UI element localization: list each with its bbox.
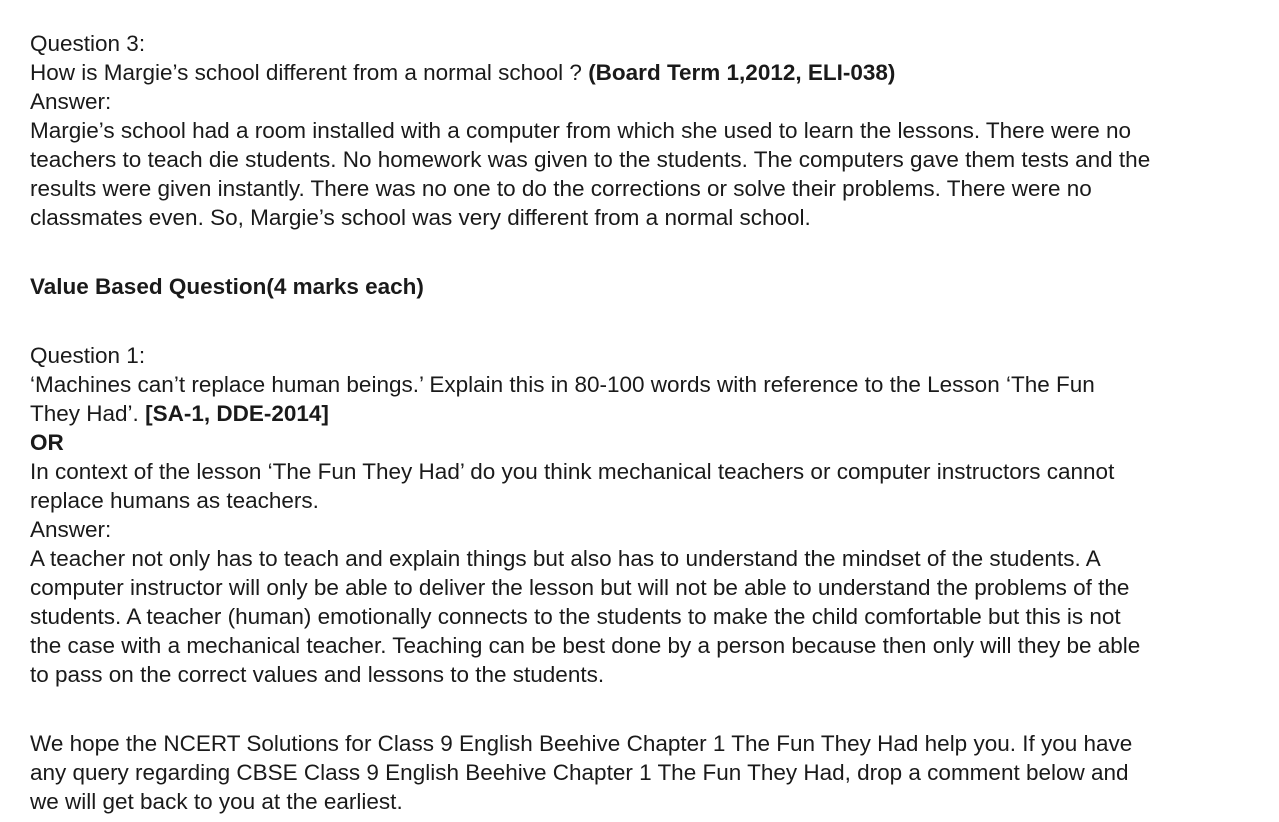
question-1-reference: [SA-1, DDE-2014] — [145, 401, 329, 426]
answer-line: the case with a mechanical teacher. Teaching can be best done by a person because then only will they be able — [30, 633, 1141, 658]
question-3-answer — [30, 116, 1276, 232]
answer-line: classmates even. So, Margie’s school was very different from a normal school. — [30, 205, 811, 230]
question-1-answer-label: Answer: — [30, 517, 112, 542]
question-3-prompt: How is Margie’s school different from a normal school ? — [30, 60, 582, 85]
answer-line: Margie’s school had a room installed with a computer from which she used to learn the lessons. There were no — [30, 118, 1131, 143]
question-1-text-line — [30, 399, 1276, 428]
spacer — [30, 232, 1276, 272]
document-body — [30, 29, 1276, 816]
answer-line: teachers to teach die students. No homework was given to the students. The computers gave them tests and the — [30, 147, 1151, 172]
alt-question-line: replace humans as teachers. — [30, 488, 319, 513]
closing-paragraph — [30, 729, 1276, 816]
alt-question-line: In context of the lesson ‘The Fun They Had’ do you think mechanical teachers or computer instructors cannot — [30, 459, 1115, 484]
section-heading: Value Based Question(4 marks each) — [30, 274, 424, 299]
spacer — [30, 689, 1276, 729]
closing-line: we will get back to you at the earliest. — [30, 789, 403, 814]
closing-line: any query regarding CBSE Class 9 English Beehive Chapter 1 The Fun They Had, drop a comment below and — [30, 760, 1129, 785]
question-3-reference: (Board Term 1,2012, ELI-038) — [588, 60, 896, 85]
answer-line: students. A teacher (human) emotionally connects to the students to make the child comfortable but this is not — [30, 604, 1121, 629]
question-1-alternative — [30, 457, 1276, 515]
question-3-label: Question 3: — [30, 31, 146, 56]
or-label: OR — [30, 430, 64, 455]
answer-line: results were given instantly. There was no one to do the corrections or solve their problems. There were no — [30, 176, 1092, 201]
spacer — [30, 301, 1276, 341]
answer-line: computer instructor will only be able to deliver the lesson but will not be able to understand the problems of the — [30, 575, 1130, 600]
answer-line: A teacher not only has to teach and explain things but also has to understand the mindset of the students. A — [30, 546, 1101, 571]
closing-line: We hope the NCERT Solutions for Class 9 English Beehive Chapter 1 The Fun They Had help you. If you have — [30, 731, 1133, 756]
question-3-text — [30, 58, 1276, 87]
question-1-answer — [30, 544, 1276, 689]
answer-line: to pass on the correct values and lessons to the students. — [30, 662, 605, 687]
question-1-label: Question 1: — [30, 343, 146, 368]
question-1-text-end: They Had’. — [30, 401, 139, 426]
question-3-answer-label: Answer: — [30, 89, 112, 114]
question-1-text-line: ‘Machines can’t replace human beings.’ Explain this in 80-100 words with reference to the Lesson ‘The Fun — [30, 372, 1095, 397]
